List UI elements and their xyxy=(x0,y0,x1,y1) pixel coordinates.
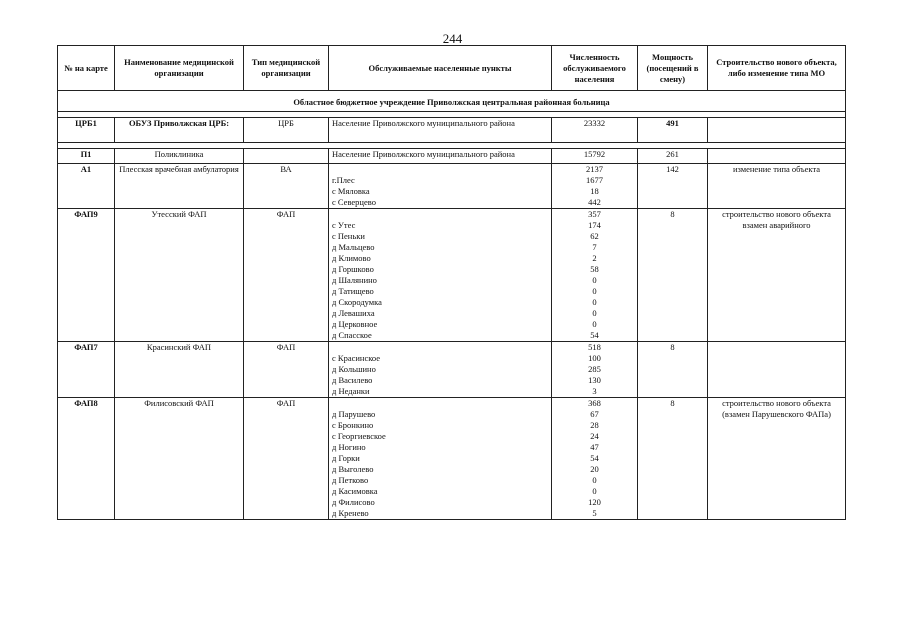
population-value: 7 xyxy=(592,242,597,252)
population-value: 0 xyxy=(592,319,597,329)
settlement: д Татищево xyxy=(332,286,374,296)
population-value: 24 xyxy=(590,431,599,441)
settlement: д Василево xyxy=(332,375,373,385)
settlements-cell xyxy=(329,209,552,342)
population-value: 357 xyxy=(588,209,601,219)
settlements-cell xyxy=(329,398,552,520)
map-no-cell: П1 xyxy=(58,149,115,164)
settlement: д Горки xyxy=(332,453,360,463)
population-value: 120 xyxy=(588,497,601,507)
population-value: 2 xyxy=(592,253,597,263)
map-no-cell: ФАП9 xyxy=(58,209,115,342)
header-construction: Строительство нового объекта, либо изменение типа МО xyxy=(708,46,846,91)
settlement: д Скородумка xyxy=(332,297,382,307)
settlements-cell xyxy=(329,164,552,209)
settlement: д Шалянино xyxy=(332,275,377,285)
org-type-cell: ФАП xyxy=(244,398,329,520)
capacity-cell: 261 xyxy=(638,149,708,164)
page-number: 244 xyxy=(442,31,463,46)
construction-cell: строительство нового объекта (взамен Парушевского ФАПа) xyxy=(708,398,846,520)
header-map-no: № на карте xyxy=(58,46,115,91)
org-type-cell xyxy=(244,149,329,164)
population-value: 0 xyxy=(592,475,597,485)
population-value: 442 xyxy=(588,197,601,207)
capacity-cell: 142 xyxy=(638,164,708,209)
org-type-cell: ФАП xyxy=(244,342,329,398)
settlement: г.Плес xyxy=(332,175,355,185)
capacity-cell: 8 xyxy=(638,342,708,398)
population-value: 28 xyxy=(590,420,599,430)
capacity-cell: 491 xyxy=(638,118,708,143)
population-value: 20 xyxy=(590,464,599,474)
healthcare-facilities-table xyxy=(57,45,846,520)
org-name-cell: ОБУЗ Приволжская ЦРБ: xyxy=(115,118,244,143)
population-value: 100 xyxy=(588,353,601,363)
population-value: 0 xyxy=(592,286,597,296)
org-name-cell: Красинский ФАП xyxy=(115,342,244,398)
population-cell xyxy=(552,118,638,143)
settlement xyxy=(332,209,548,220)
population-value: 3 xyxy=(592,386,597,396)
population-value: 0 xyxy=(592,275,597,285)
population-value: 174 xyxy=(588,220,601,230)
table-row xyxy=(58,164,846,209)
settlement: с Утес xyxy=(332,220,356,230)
construction-cell xyxy=(708,149,846,164)
settlement xyxy=(332,342,548,353)
map-no-cell: ФАП8 xyxy=(58,398,115,520)
construction-cell: строительство нового объекта взамен аварийного xyxy=(708,209,846,342)
table-row xyxy=(58,209,846,342)
table-row xyxy=(58,398,846,520)
map-no-cell: А1 xyxy=(58,164,115,209)
settlement: д Мальцево xyxy=(332,242,375,252)
header-population: Численность обслуживаемого населения xyxy=(552,46,638,91)
settlement: д Выголево xyxy=(332,464,374,474)
settlement: д Церковное xyxy=(332,319,378,329)
org-name-cell: Поликлиника xyxy=(115,149,244,164)
population-value: 18 xyxy=(590,186,599,196)
construction-cell xyxy=(708,342,846,398)
map-no-cell: ЦРБ1 xyxy=(58,118,115,143)
org-name-cell: Плесская врачебная амбулатория xyxy=(115,164,244,209)
header-org-type: Тип медицинской организации xyxy=(244,46,329,91)
population-value: 15792 xyxy=(583,149,606,159)
population-value: 2137 xyxy=(586,164,603,174)
settlement: д Спасское xyxy=(332,330,372,340)
settlement: с Пеньки xyxy=(332,231,365,241)
org-type-cell: ЦРБ xyxy=(244,118,329,143)
population-value: 130 xyxy=(588,375,601,385)
map-no-cell: ФАП7 xyxy=(58,342,115,398)
population-cell xyxy=(552,164,638,209)
settlement: с Северцево xyxy=(332,197,376,207)
population-value: 368 xyxy=(588,398,601,408)
header-row xyxy=(58,46,846,91)
settlement: д Парушево xyxy=(332,409,376,419)
population-cell xyxy=(552,342,638,398)
population-value: 54 xyxy=(590,330,599,340)
section-row xyxy=(58,91,846,112)
population-value: 5 xyxy=(592,508,597,518)
org-name-cell: Филисовский ФАП xyxy=(115,398,244,520)
settlement: д Петково xyxy=(332,475,369,485)
construction-cell: изменение типа объекта xyxy=(708,164,846,209)
header-capacity: Мощность (посещений в смену) xyxy=(638,46,708,91)
population-value: 1677 xyxy=(586,175,603,185)
settlement: с Красинское xyxy=(332,353,381,363)
population-cell xyxy=(552,149,638,164)
settlement: д Филисово xyxy=(332,497,375,507)
settlement: д Климово xyxy=(332,253,371,263)
table-row xyxy=(58,342,846,398)
settlement: Население Приволжского муниципального района xyxy=(332,118,515,128)
population-value: 23332 xyxy=(583,118,606,128)
settlements-cell xyxy=(329,118,552,143)
table-row xyxy=(58,118,846,143)
org-name-cell: Утесский ФАП xyxy=(115,209,244,342)
population-cell xyxy=(552,398,638,520)
capacity-cell: 8 xyxy=(638,398,708,520)
population-value: 54 xyxy=(590,453,599,463)
population-value: 67 xyxy=(590,409,599,419)
org-type-cell: ФАП xyxy=(244,209,329,342)
population-value: 47 xyxy=(590,442,599,452)
settlement: д Кренево xyxy=(332,508,369,518)
section-title: Областное бюджетное учреждение Приволжская центральная районная больница xyxy=(58,91,846,112)
population-value: 0 xyxy=(592,486,597,496)
settlements-cell xyxy=(329,149,552,164)
settlement: с Бронкино xyxy=(332,420,374,430)
settlement: д Левашиха xyxy=(332,308,375,318)
population-value: 0 xyxy=(592,308,597,318)
settlement: с Мяловка xyxy=(332,186,370,196)
settlements-cell xyxy=(329,342,552,398)
settlement: с Георгиевское xyxy=(332,431,386,441)
settlement: д Неданки xyxy=(332,386,370,396)
settlement: Население Приволжского муниципального района xyxy=(332,149,515,159)
settlement xyxy=(332,398,548,409)
header-org-name: Наименование медицинской организации xyxy=(115,46,244,91)
settlement xyxy=(332,164,548,175)
settlement: д Горшково xyxy=(332,264,374,274)
population-value: 285 xyxy=(588,364,601,374)
population-cell xyxy=(552,209,638,342)
construction-cell xyxy=(708,118,846,143)
capacity-cell: 8 xyxy=(638,209,708,342)
settlement: д Кольшино xyxy=(332,364,376,374)
population-value: 518 xyxy=(588,342,601,352)
population-value: 62 xyxy=(590,231,599,241)
population-value: 58 xyxy=(590,264,599,274)
population-value: 0 xyxy=(592,297,597,307)
org-type-cell: ВА xyxy=(244,164,329,209)
table-row xyxy=(58,149,846,164)
settlement: д Касимовка xyxy=(332,486,378,496)
header-settlements: Обслуживаемые населенные пункты xyxy=(329,46,552,91)
settlement: д Ногино xyxy=(332,442,366,452)
